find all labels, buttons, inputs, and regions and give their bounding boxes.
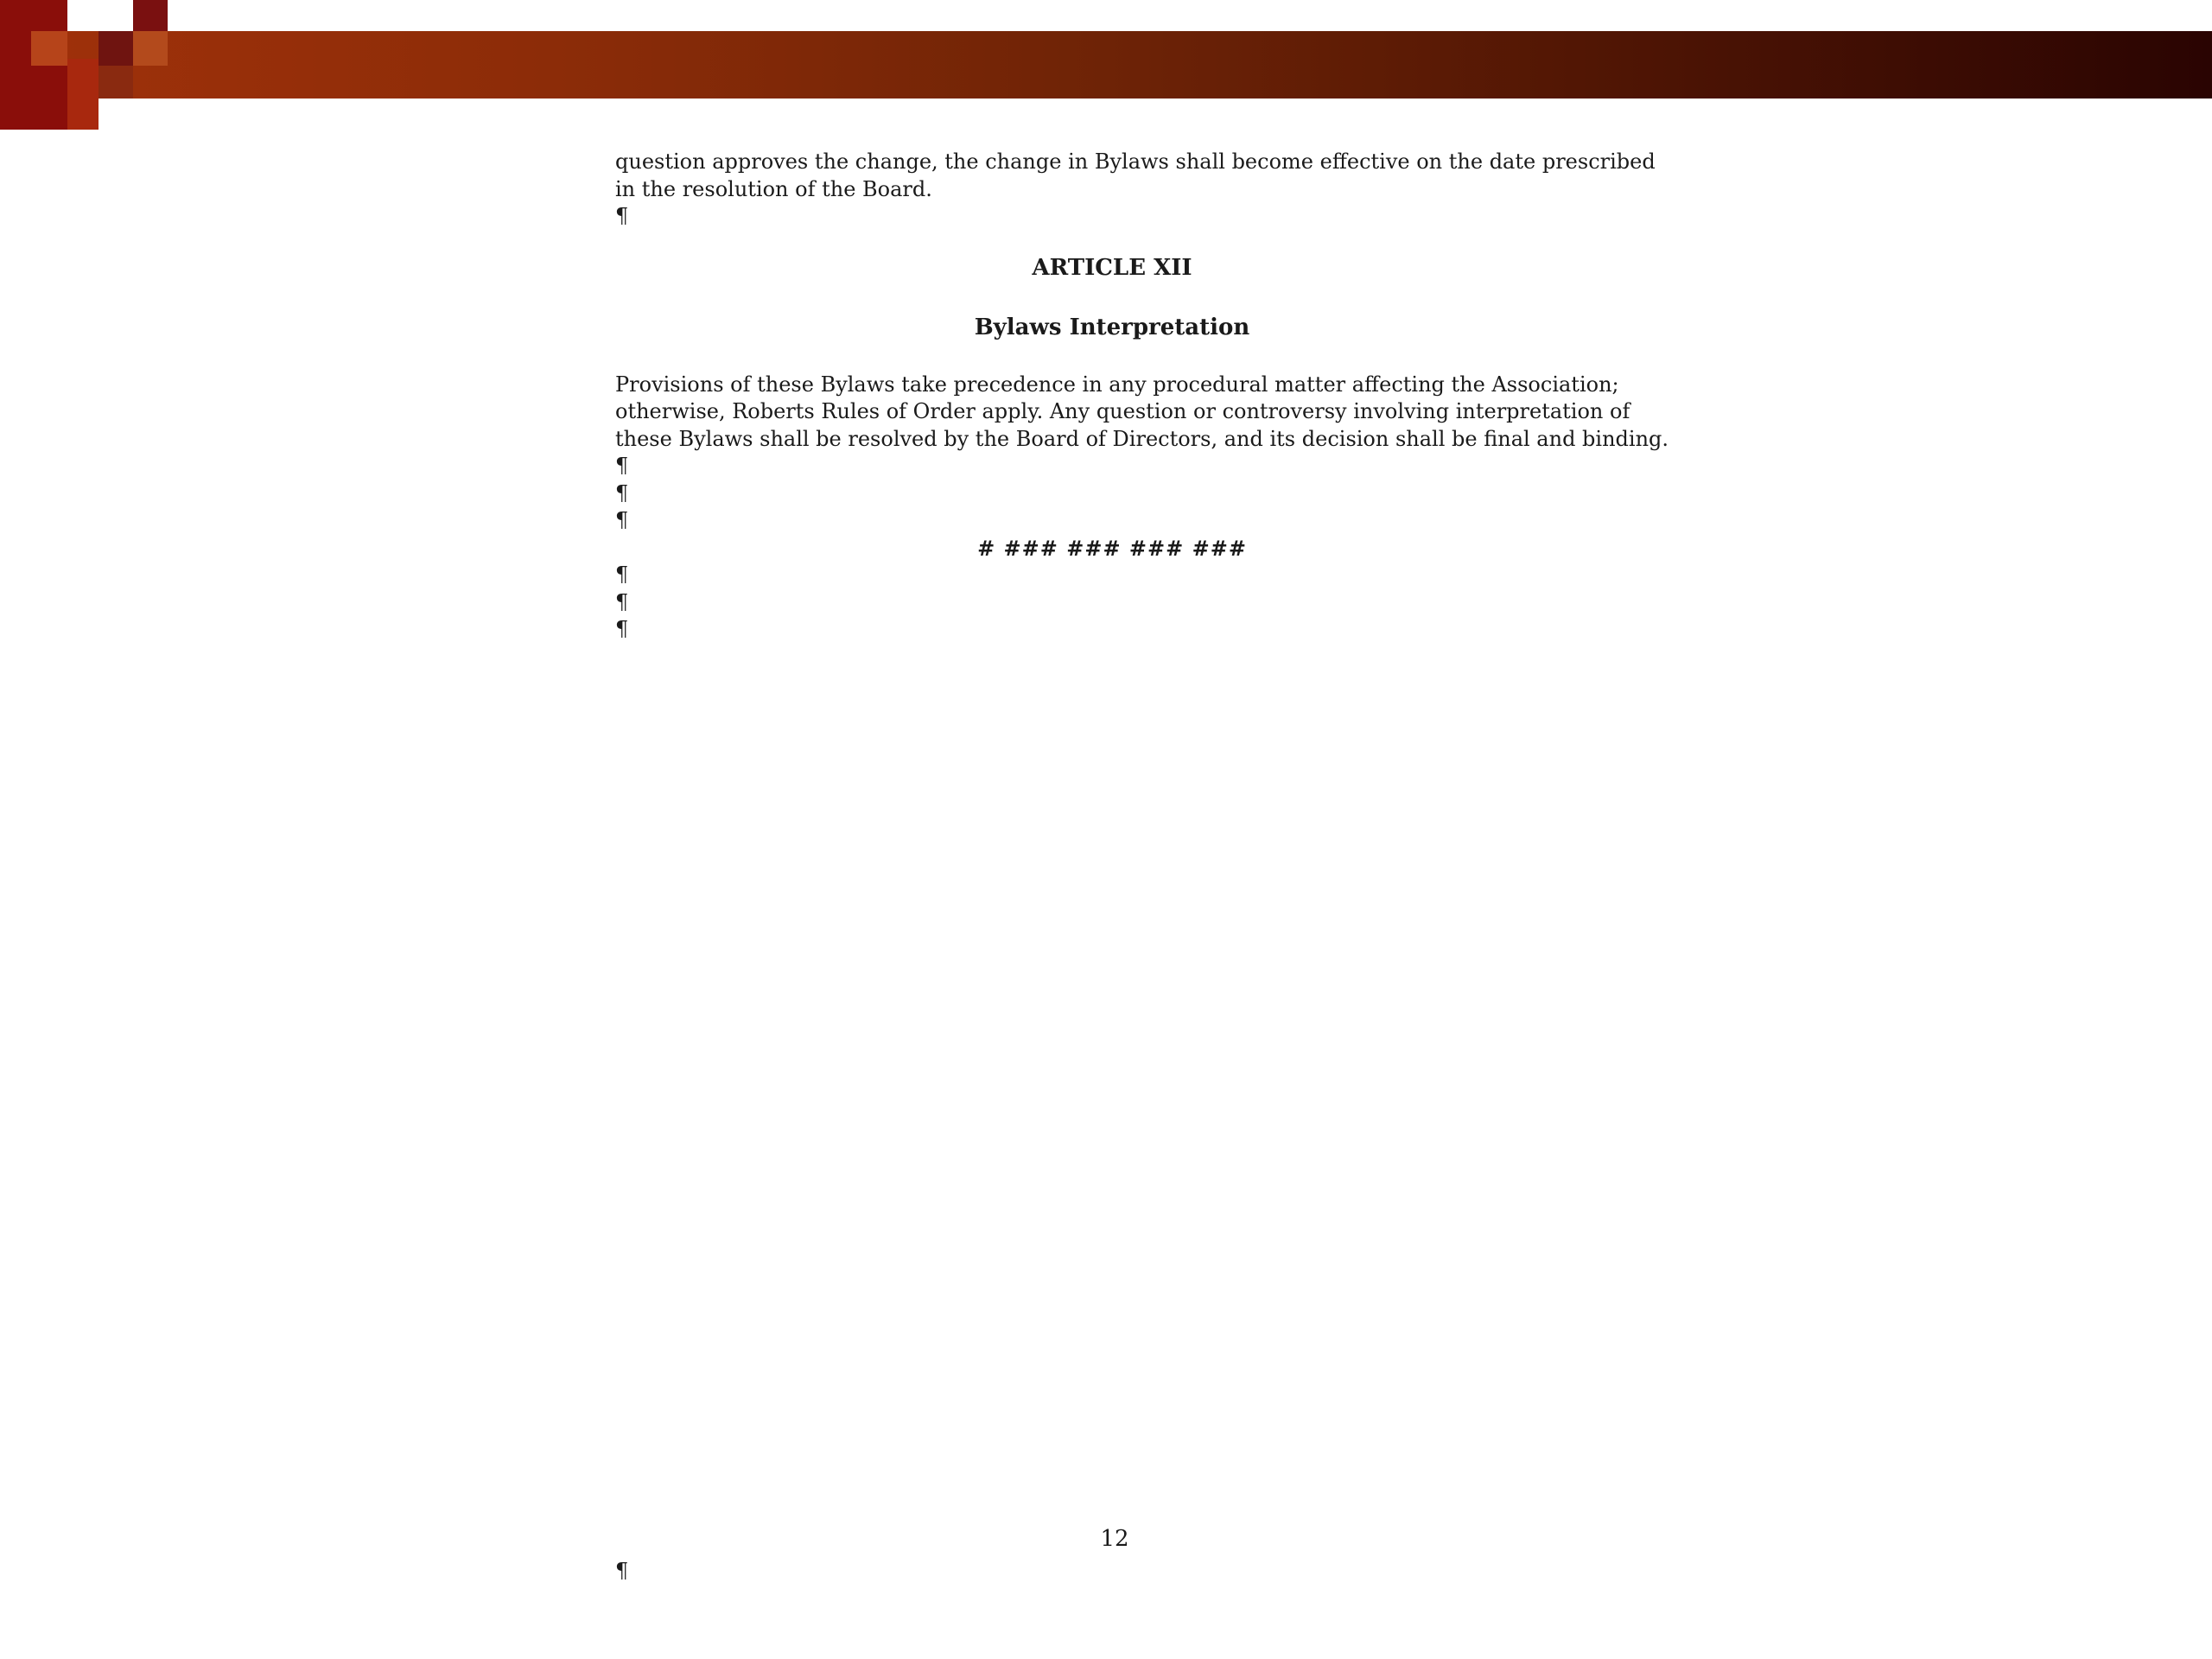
decor-square (31, 31, 67, 66)
body-line: these Bylaws shall be resolved by the Board of Directors, and its decision shall be final and binding. (615, 426, 1669, 451)
paragraph-mark: ¶ (615, 204, 629, 228)
body-line: Provisions of these Bylaws take precedence in any procedural matter affecting the Association; (615, 372, 1619, 397)
decor-square (133, 31, 168, 66)
header-banner (0, 31, 2212, 99)
paragraph-mark: ¶ (615, 508, 629, 532)
paragraph-mark: ¶ (615, 563, 629, 587)
decor-square (67, 59, 99, 130)
paragraph-mark: ¶ (615, 480, 629, 505)
paragraph-mark: ¶ (615, 617, 629, 641)
article-title: ARTICLE XII (1032, 254, 1192, 281)
paragraph-mark: ¶ (615, 589, 629, 614)
page-number: 12 (1100, 1526, 1129, 1552)
end-of-document-mark: # ### ### ### ### (977, 535, 1247, 561)
section-title: Bylaws Interpretation (974, 315, 1250, 340)
document-body (615, 149, 1669, 644)
decor-square (99, 66, 133, 99)
paragraph-mark: ¶ (615, 1559, 629, 1583)
body-line: otherwise, Roberts Rules of Order apply. Any question or controversy involving interpretation of (615, 399, 1630, 423)
decor-square (133, 0, 168, 31)
intro-line: question approves the change, the change in Bylaws shall become effective on the date prescribed (615, 149, 1656, 174)
intro-line: in the resolution of the Board. (615, 176, 932, 201)
paragraph-mark: ¶ (615, 454, 629, 478)
